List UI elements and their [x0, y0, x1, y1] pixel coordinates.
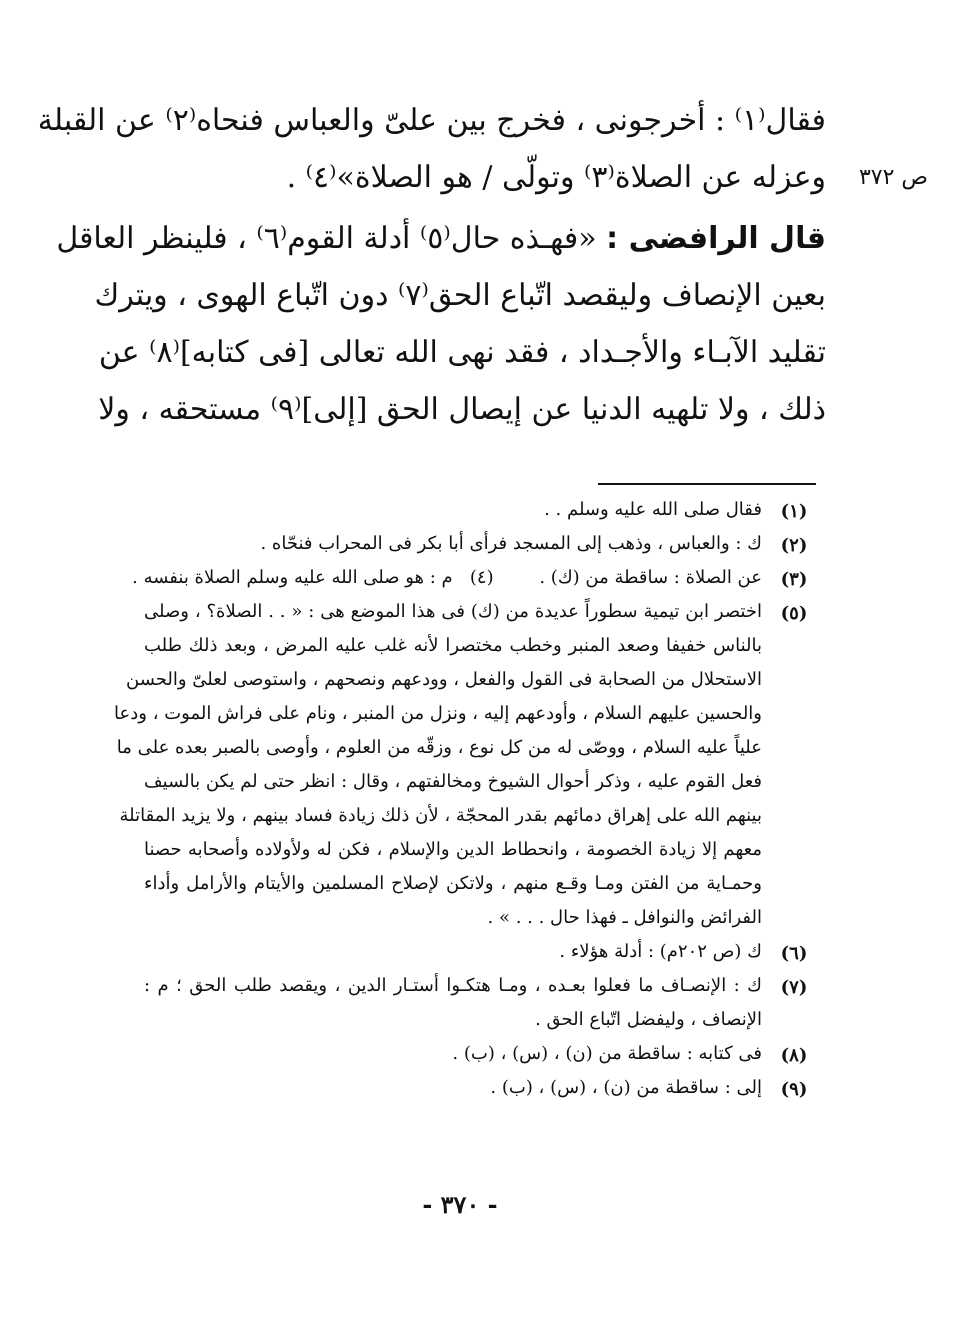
footnote-line: فقال صلى الله عليه وسلم . .: [544, 499, 762, 520]
footnote-line: فعل القوم عليه ، وذكر أحوال الشيوخ ومخالفتهم ، وقال : انظر حتى لم يكن بالسيف: [144, 771, 762, 792]
page-number: - ٣٧٠ -: [422, 1190, 498, 1219]
footnotes: [0, 493, 958, 1105]
footnote-number: (٨): [780, 1045, 808, 1066]
footnote-line: الاستحلال من الصحابة فى القول والفعل ، وودعهم ونصحهم ، واستوصى لعلىّ والحسن: [126, 669, 762, 690]
footnote-line: ك : الإنصـاف ما فعلوا بعـده ، ومـا هتكـوا أستـار الدين ، ويقصد طلب الحق ؛ م :: [144, 975, 762, 996]
footnote-separator: [598, 483, 816, 485]
body-line: وعزله عن الصلاة⁽٣⁾ وتولّى / هو الصلاة»⁽٤⁾ .: [286, 160, 826, 195]
body-line: تقليد الآبـاء والأجـداد ، فقد نهى الله تعالى [فى كتابه]⁽٨⁾ عن: [98, 335, 826, 370]
footnote-number: (٦): [780, 943, 808, 964]
footnote: [0, 595, 958, 935]
footnote-number: (٢): [780, 535, 808, 556]
footnote: [0, 935, 958, 969]
footnote-line: ك : والعباس ، وذهب إلى المسجد فرأى أبا بكر فى المحراب فنحّاه .: [260, 533, 762, 554]
footnote-line: بالناس خفيفا وصعد المنبر وخطب مختصرا لأنه غلب عليه المرض ، وبعد ذلك طلب: [144, 635, 762, 656]
footnote-line: اختصر ابن تيمية سطوراً عديدة من (ك) فى هذا الموضع هى : « . . الصلاة؟ ، وصلى: [144, 601, 762, 622]
margin-page-reference: ص ٣٧٢: [858, 165, 928, 190]
footnote: [0, 493, 958, 527]
body-line: فقال⁽١⁾ : أخرجونى ، فخرج بين علىّ والعباس فنحاه⁽٢⁾ عن القبلة: [37, 103, 826, 138]
footnote-line: إلى : ساقطة من (ن) ، (س) ، (ب) .: [490, 1077, 762, 1098]
footnote-number: (٣): [780, 569, 808, 590]
footnote-line: ك (ص ٢٠٢م) : أدلة هؤلاء .: [559, 941, 762, 962]
body-line: ذلك ، ولا تلهيه الدنيا عن إيصال الحق [إلى]⁽٩⁾ مستحقه ، ولا: [98, 392, 826, 427]
footnote: [0, 969, 958, 1037]
footnote-line: معهم إلا زيادة الخصومة ، وانحطاط الدين والإسلام ، فكن له ولأولاده وأصحابه حصنا: [144, 839, 763, 860]
footnote-line: بينهم الله على إهراق دمائهم بقدر المحجّة ، لأن ذلك زيادة فساد بينهم ، ولا يزيد المقاتلة: [119, 805, 762, 826]
footnote: [0, 561, 958, 595]
footnote-line: والحسين عليهم السلام ، وأودعهم إليه ، ونزل من المنبر ، ونام على فراش الموت ، ودعا: [114, 703, 762, 724]
footnote: [0, 1037, 958, 1071]
main-text: [37, 92, 826, 438]
footnote-line: فى كتابه : ساقطة من (ن) ، (س) ، (ب) .: [452, 1043, 762, 1064]
footnote-line: الفرائض والنوافل ـ فهذا حال . . . » .: [487, 907, 762, 928]
footnote-line: الإنصاف ، وليفضل اتّباع الحق .: [535, 1009, 762, 1030]
footnote-line: وحمـاية من الفتن ومـا وقـع منهم ، ولاتكن لإصلاح المسلمين والأيتام والأرامل وأداء: [144, 873, 762, 894]
footnote-number: (١): [780, 501, 808, 522]
footnote: [0, 1071, 958, 1105]
body-line-text: «فهـذه حال⁽٥⁾ أدلة القوم⁽٦⁾ ، فلينظر العاقل: [56, 221, 607, 256]
body-line: [56, 210, 826, 267]
body-line: بعين الإنصاف وليقصد اتّباع الحق⁽٧⁾ دون اتّباع الهوى ، ويترك: [94, 278, 826, 313]
footnote-number: (٧): [780, 977, 808, 998]
footnote-number: (٥): [780, 603, 808, 624]
footnote-number: (٩): [780, 1079, 808, 1100]
footnote: [0, 527, 958, 561]
speaker-heading: قال الرافضى :: [606, 221, 826, 256]
footnote-line: علياً عليه السلام ، ووصّى له من كل نوع ، وزقّه من العلوم ، وأوصى بالصبر بعده على ما: [116, 737, 762, 758]
footnote-line: عن الصلاة : ساقطة من (ك) . (٤) م : هو صلى الله عليه وسلم الصلاة بنفسه .: [132, 567, 762, 588]
